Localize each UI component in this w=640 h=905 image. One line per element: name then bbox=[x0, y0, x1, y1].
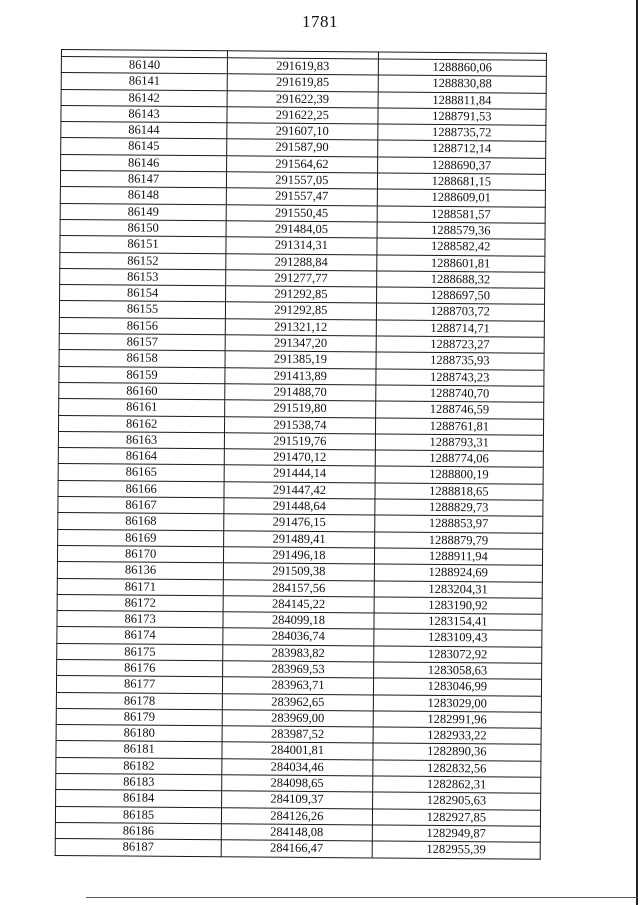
y-coordinate-cell: 1282862,31 bbox=[372, 776, 540, 794]
point-number-cell: 86174 bbox=[57, 627, 223, 645]
point-number-cell: 86145 bbox=[61, 138, 227, 156]
y-coordinate-cell: 1283109,43 bbox=[373, 629, 541, 647]
y-coordinate-cell: 1288743,23 bbox=[375, 369, 543, 387]
y-coordinate-cell: 1283046,99 bbox=[373, 678, 541, 696]
x-coordinate-cell: 291484,05 bbox=[226, 221, 377, 238]
y-coordinate-cell: 1288723,27 bbox=[376, 336, 544, 354]
point-number-cell: 86182 bbox=[56, 757, 222, 775]
point-number-cell: 86158 bbox=[59, 350, 225, 368]
point-number-cell: 86161 bbox=[59, 399, 225, 417]
y-coordinate-cell: 1288911,94 bbox=[374, 548, 542, 566]
x-coordinate-cell: 291470,12 bbox=[224, 449, 375, 466]
x-coordinate-cell: 291288,84 bbox=[226, 253, 377, 270]
y-coordinate-cell: 1282890,36 bbox=[373, 743, 541, 761]
y-coordinate-cell: 1288688,32 bbox=[376, 271, 544, 289]
y-coordinate-cell: 1288579,36 bbox=[377, 222, 545, 240]
x-coordinate-cell: 291622,39 bbox=[227, 90, 378, 107]
y-coordinate-cell: 1288735,93 bbox=[376, 352, 544, 370]
y-coordinate-cell: 1288601,81 bbox=[376, 255, 544, 273]
y-coordinate-cell: 1288793,31 bbox=[375, 434, 543, 452]
x-coordinate-cell: 283969,53 bbox=[223, 661, 374, 678]
point-number-cell: 86165 bbox=[58, 464, 224, 482]
y-coordinate-cell: 1288853,97 bbox=[374, 515, 542, 533]
point-number-cell: 86156 bbox=[59, 317, 225, 335]
y-coordinate-cell: 1288879,79 bbox=[374, 532, 542, 550]
point-number-cell: 86154 bbox=[60, 285, 226, 303]
point-number-cell: 86177 bbox=[56, 676, 222, 694]
point-number-cell: 86160 bbox=[59, 382, 225, 400]
y-coordinate-cell: 1283072,92 bbox=[373, 646, 541, 664]
x-coordinate-cell: 283962,65 bbox=[223, 693, 374, 710]
point-number-cell: 86146 bbox=[61, 154, 227, 172]
point-number-cell: 86164 bbox=[58, 448, 224, 466]
page-bottom-rule bbox=[86, 897, 638, 898]
x-coordinate-cell: 284036,74 bbox=[223, 628, 374, 645]
x-coordinate-cell: 291314,31 bbox=[226, 237, 377, 254]
point-number-cell: 86143 bbox=[61, 105, 227, 123]
y-coordinate-cell: 1282991,96 bbox=[373, 711, 541, 729]
point-number-cell: 86173 bbox=[57, 611, 223, 629]
point-number-cell: 86183 bbox=[56, 774, 222, 792]
y-coordinate-cell: 1283190,92 bbox=[374, 597, 542, 615]
y-coordinate-cell: 1288811,84 bbox=[378, 92, 546, 110]
x-coordinate-cell: 291557,05 bbox=[227, 172, 378, 189]
point-number-cell: 86166 bbox=[58, 480, 224, 498]
point-number-cell: 86186 bbox=[55, 822, 221, 840]
x-coordinate-cell: 291292,85 bbox=[226, 286, 377, 303]
point-number-cell: 86153 bbox=[60, 268, 226, 286]
y-coordinate-cell: 1288582,42 bbox=[377, 238, 545, 256]
point-number-cell: 86168 bbox=[58, 513, 224, 531]
page-right-border bbox=[636, 0, 638, 905]
point-number-cell: 86136 bbox=[57, 562, 223, 580]
y-coordinate-cell: 1288830,88 bbox=[378, 75, 546, 93]
y-coordinate-cell: 1288829,73 bbox=[374, 499, 542, 517]
x-coordinate-cell: 284148,08 bbox=[221, 824, 372, 841]
point-number-cell: 86147 bbox=[60, 171, 226, 189]
y-coordinate-cell: 1288681,15 bbox=[377, 173, 545, 191]
x-coordinate-cell: 291509,38 bbox=[224, 563, 375, 580]
y-coordinate-cell: 1288860,06 bbox=[378, 59, 546, 77]
point-number-cell: 86175 bbox=[57, 643, 223, 661]
x-coordinate-cell: 291607,10 bbox=[227, 123, 378, 140]
x-coordinate-cell: 291488,70 bbox=[225, 384, 376, 401]
point-number-cell: 86155 bbox=[59, 301, 225, 319]
y-coordinate-cell: 1288581,57 bbox=[377, 206, 545, 224]
x-coordinate-cell: 283969,00 bbox=[222, 710, 373, 727]
coordinates-table bbox=[55, 49, 547, 859]
y-coordinate-cell: 1288712,14 bbox=[377, 140, 545, 158]
point-number-cell: 86172 bbox=[57, 594, 223, 612]
y-coordinate-cell: 1288609,01 bbox=[377, 189, 545, 207]
point-number-cell: 86159 bbox=[59, 366, 225, 384]
x-coordinate-cell: 291519,80 bbox=[225, 400, 376, 417]
point-number-cell: 86178 bbox=[56, 692, 222, 710]
x-coordinate-cell: 291619,83 bbox=[228, 58, 379, 75]
page-number: 1781 bbox=[302, 12, 338, 31]
x-coordinate-cell: 284098,65 bbox=[222, 775, 373, 792]
y-coordinate-cell: 1283154,41 bbox=[374, 613, 542, 631]
point-number-cell: 86142 bbox=[61, 89, 227, 107]
x-coordinate-cell: 291277,77 bbox=[226, 270, 377, 287]
x-coordinate-cell: 284099,18 bbox=[223, 612, 374, 629]
point-number-cell: 86169 bbox=[58, 529, 224, 547]
x-coordinate-cell: 291587,90 bbox=[227, 139, 378, 156]
x-coordinate-cell: 284034,46 bbox=[222, 759, 373, 776]
y-coordinate-cell: 1282905,63 bbox=[372, 792, 540, 810]
point-number-cell: 86152 bbox=[60, 252, 226, 270]
x-coordinate-cell: 291619,85 bbox=[227, 74, 378, 91]
y-coordinate-cell: 1288714,71 bbox=[376, 320, 544, 338]
y-coordinate-cell: 1283204,31 bbox=[374, 580, 542, 598]
point-number-cell: 86179 bbox=[56, 708, 222, 726]
point-number-cell: 86140 bbox=[61, 57, 227, 75]
x-coordinate-cell: 283987,52 bbox=[222, 726, 373, 743]
point-number-cell: 86148 bbox=[60, 187, 226, 205]
x-coordinate-cell: 284109,37 bbox=[222, 791, 373, 808]
y-coordinate-cell: 1282927,85 bbox=[372, 809, 540, 827]
y-coordinate-cell: 1288697,50 bbox=[376, 287, 544, 305]
y-coordinate-cell: 1288703,72 bbox=[376, 303, 544, 321]
x-coordinate-cell: 291622,25 bbox=[227, 107, 378, 124]
x-coordinate-cell: 291447,42 bbox=[224, 482, 375, 499]
y-coordinate-cell: 1282933,22 bbox=[373, 727, 541, 745]
x-coordinate-cell: 291557,47 bbox=[226, 188, 377, 205]
x-coordinate-cell: 291444,14 bbox=[224, 465, 375, 482]
x-coordinate-cell: 283963,71 bbox=[223, 677, 374, 694]
point-number-cell: 86187 bbox=[55, 839, 221, 857]
y-coordinate-cell: 1282832,56 bbox=[372, 760, 540, 778]
y-coordinate-cell: 1282949,87 bbox=[372, 825, 540, 843]
y-coordinate-cell: 1288740,70 bbox=[375, 385, 543, 403]
y-coordinate-cell: 1288690,37 bbox=[377, 157, 545, 175]
coordinates-table-body bbox=[55, 50, 546, 859]
point-number-cell: 86151 bbox=[60, 236, 226, 254]
point-number-cell: 86144 bbox=[61, 122, 227, 140]
point-number-cell: 86176 bbox=[57, 659, 223, 677]
x-coordinate-cell: 291292,85 bbox=[226, 302, 377, 319]
x-coordinate-cell: 291448,64 bbox=[224, 498, 375, 515]
point-number-cell: 86184 bbox=[56, 790, 222, 808]
point-number-cell: 86141 bbox=[61, 73, 227, 91]
y-coordinate-cell: 1288735,72 bbox=[377, 124, 545, 142]
point-number-cell: 86180 bbox=[56, 725, 222, 743]
y-coordinate-cell: 1282955,39 bbox=[372, 841, 540, 859]
x-coordinate-cell: 291347,20 bbox=[225, 335, 376, 352]
x-coordinate-cell: 291321,12 bbox=[225, 319, 376, 336]
x-coordinate-cell: 284166,47 bbox=[221, 840, 372, 857]
y-coordinate-cell: 1288761,81 bbox=[375, 418, 543, 436]
x-coordinate-cell: 291550,45 bbox=[226, 204, 377, 221]
point-number-cell: 86157 bbox=[59, 334, 225, 352]
x-coordinate-cell: 291385,19 bbox=[225, 351, 376, 368]
x-coordinate-cell: 291413,89 bbox=[225, 367, 376, 384]
point-number-cell: 86149 bbox=[60, 203, 226, 221]
y-coordinate-cell: 1288774,06 bbox=[375, 450, 543, 468]
y-coordinate-cell: 1288746,59 bbox=[375, 401, 543, 419]
y-coordinate-cell: 1288791,53 bbox=[378, 108, 546, 126]
point-number-cell: 86162 bbox=[58, 415, 224, 433]
y-coordinate-cell: 1288818,65 bbox=[375, 483, 543, 501]
x-coordinate-cell: 291538,74 bbox=[225, 416, 376, 433]
table-row bbox=[55, 839, 540, 859]
x-coordinate-cell: 291564,62 bbox=[227, 156, 378, 173]
y-coordinate-cell: 1288800,19 bbox=[375, 466, 543, 484]
x-coordinate-cell: 291476,15 bbox=[224, 514, 375, 531]
point-number-cell: 86150 bbox=[60, 219, 226, 237]
point-number-cell: 86170 bbox=[57, 545, 223, 563]
point-number-cell: 86171 bbox=[57, 578, 223, 596]
x-coordinate-cell: 291489,41 bbox=[224, 530, 375, 547]
y-coordinate-cell: 1288924,69 bbox=[374, 564, 542, 582]
x-coordinate-cell: 291496,18 bbox=[224, 547, 375, 564]
x-coordinate-cell: 284145,22 bbox=[223, 596, 374, 613]
y-coordinate-cell: 1283058,63 bbox=[373, 662, 541, 680]
x-coordinate-cell: 284126,26 bbox=[222, 807, 373, 824]
point-number-cell: 86167 bbox=[58, 497, 224, 515]
point-number-cell: 86163 bbox=[58, 431, 224, 449]
point-number-cell: 86185 bbox=[55, 806, 221, 824]
x-coordinate-cell: 283983,82 bbox=[223, 644, 374, 661]
x-coordinate-cell: 284157,56 bbox=[223, 579, 374, 596]
point-number-cell: 86181 bbox=[56, 741, 222, 759]
x-coordinate-cell: 291519,76 bbox=[225, 433, 376, 450]
y-coordinate-cell: 1283029,00 bbox=[373, 695, 541, 713]
x-coordinate-cell: 284001,81 bbox=[222, 742, 373, 759]
